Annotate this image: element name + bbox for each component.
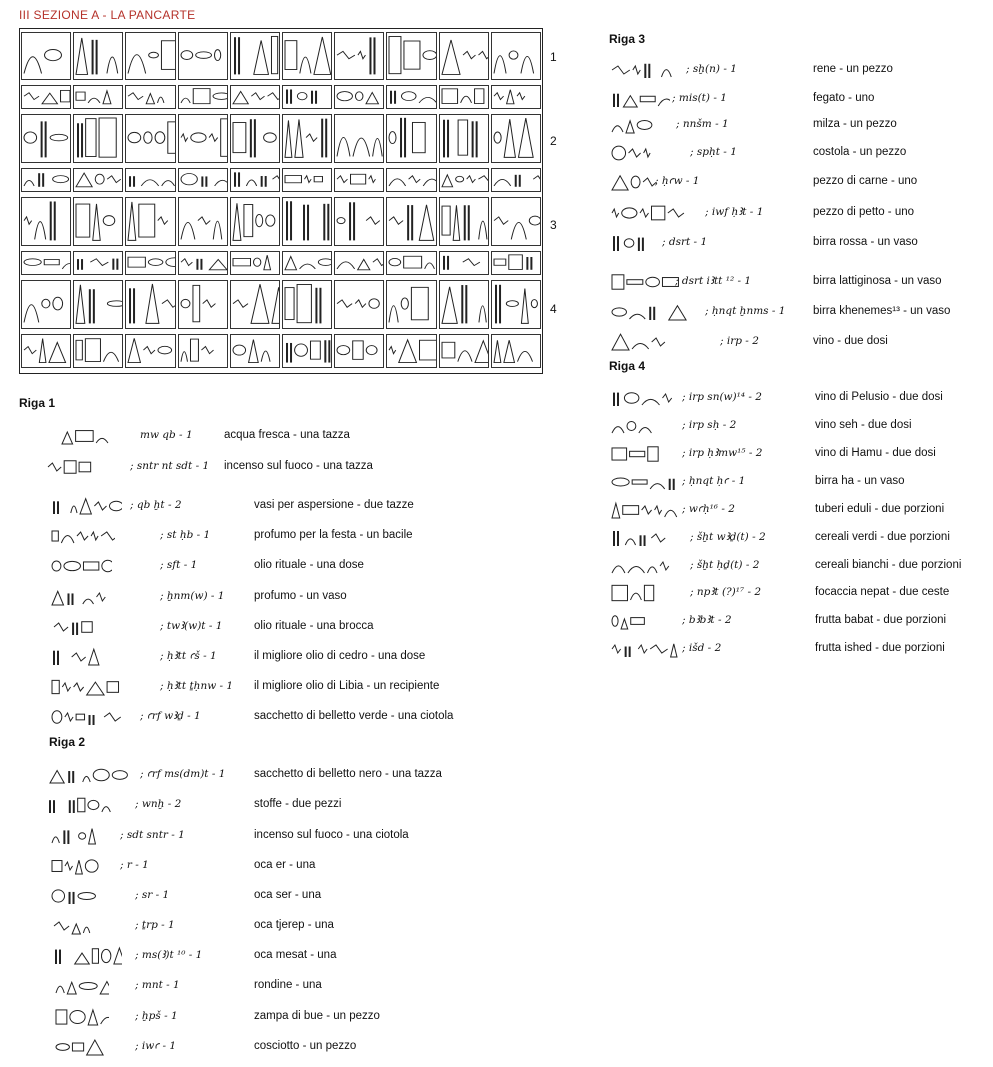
hieroglyph-group-icon [54, 1006, 109, 1028]
hieroglyph-group-icon [50, 586, 116, 608]
pancarte-cell [73, 251, 123, 275]
hieroglyph-group-icon [610, 202, 700, 224]
transliteration: ; qb ḫt - 2 [130, 499, 182, 511]
hieroglyph-group-icon [54, 1036, 109, 1058]
translation: frutta ished - due porzioni [815, 642, 945, 654]
transliteration: ; ṯrp - 1 [135, 919, 175, 931]
pancarte-cell [21, 280, 71, 329]
translation: birra rossa - un vaso [813, 236, 918, 248]
pancarte-cell [334, 334, 384, 368]
pancarte-cell [73, 197, 123, 246]
pancarte-cell [334, 197, 384, 246]
transliteration: ; irp - 2 [720, 335, 759, 347]
translation: oca er - una [254, 859, 316, 871]
transliteration: ; sḫ(n) - 1 [686, 63, 737, 75]
hieroglyph-group-icon [610, 232, 660, 254]
transliteration: ; ḥnqt ḥꜥ - 1 [682, 475, 746, 487]
pancarte-cell [439, 197, 489, 246]
pancarte-cell [73, 32, 123, 80]
pancarte-cell [73, 280, 123, 329]
translation: sacchetto di belletto nero - una tazza [254, 768, 442, 780]
translation: oca ser - una [254, 889, 322, 901]
translation: pezzo di petto - uno [813, 206, 915, 218]
hieroglyph-group-icon [610, 271, 680, 293]
riga-2-title: Riga 2 [49, 735, 86, 749]
pancarte-cell [491, 280, 541, 329]
transliteration: ; irp ḥꜢmw¹⁵ - 2 [682, 447, 763, 459]
transliteration: ; wnḫ - 2 [135, 798, 182, 810]
pancarte-cell [386, 32, 436, 80]
translation: vino - due dosi [813, 335, 888, 347]
translation: cosciotto - un pezzo [254, 1040, 357, 1052]
translation: focaccia nepat - due ceste [815, 586, 950, 598]
pancarte-cell [439, 334, 489, 368]
hieroglyph-group-icon [50, 825, 115, 847]
hieroglyph-group-icon [610, 471, 686, 493]
hieroglyph-group-icon [610, 59, 682, 81]
pancarte-cell [439, 251, 489, 275]
pancarte-cell [125, 251, 175, 275]
pancarte-cell [125, 168, 175, 192]
hieroglyph-group-icon [610, 443, 686, 465]
hieroglyph-group-icon [610, 638, 686, 660]
hieroglyph-group-icon [610, 142, 695, 164]
translation: birra ha - un vaso [815, 475, 905, 487]
translation: vino seh - due dosi [815, 419, 912, 431]
translation: tuberi eduli - due porzioni [815, 503, 945, 515]
pancarte-cell [230, 280, 280, 329]
pancarte-row [20, 250, 542, 276]
transliteration: ; ḫnm(w) - 1 [160, 590, 225, 602]
hieroglyph-group-icon [610, 555, 686, 577]
pancarte-row [20, 113, 542, 164]
translation: rondine - una [254, 979, 322, 991]
transliteration: ; spḥt - 1 [690, 146, 737, 158]
pancarte-cell [178, 251, 228, 275]
translation: cereali verdi - due porzioni [815, 531, 950, 543]
hieroglyph-group-icon [610, 415, 686, 437]
transliteration: ; twꜢ(w)t - 1 [160, 620, 223, 632]
translation: birra lattiginosa - un vaso [813, 275, 942, 287]
pancarte-cell [491, 197, 541, 246]
translation: costola - un pezzo [813, 146, 907, 158]
hieroglyph-group-icon [52, 945, 122, 967]
hieroglyph-group-icon [50, 676, 140, 698]
transliteration: ; ms(Ꜣ)t ¹⁰ - 1 [135, 949, 203, 961]
hieroglyph-group-icon [50, 646, 132, 668]
pancarte-cell [230, 85, 280, 109]
translation: vasi per aspersione - due tazze [254, 499, 414, 511]
pancarte-cell [282, 280, 332, 329]
translation: il migliore olio di cedro - una dose [254, 650, 426, 662]
transliteration: ; iwꜥ - 1 [135, 1040, 177, 1052]
hieroglyph-group-icon [610, 582, 686, 604]
transliteration: ; sr - 1 [135, 889, 170, 901]
pancarte-cell [125, 32, 175, 80]
hieroglyph-group-icon [610, 114, 670, 136]
pancarte-cell [491, 168, 541, 192]
translation: profumo - un vaso [254, 590, 347, 602]
translation: oca mesat - una [254, 949, 337, 961]
pancarte-cell [386, 197, 436, 246]
pancarte-cell [230, 114, 280, 163]
pancarte-cell [21, 32, 71, 80]
hieroglyph-group-icon [50, 855, 105, 877]
pancarte-cell [178, 280, 228, 329]
hieroglyph-group-icon [610, 88, 670, 110]
hieroglyph-group-icon [610, 331, 695, 353]
transliteration: ; ꜥrf ms(dm)t - 1 [140, 768, 226, 780]
pancarte-cell [125, 197, 175, 246]
pancarte-row [20, 84, 542, 110]
transliteration: ; r - 1 [120, 859, 149, 871]
transliteration: ; bꜢbꜢt - 2 [682, 614, 732, 626]
transliteration: ; šḫt wꜢḏ(t) - 2 [690, 531, 766, 543]
riga-1-title: Riga 1 [19, 396, 56, 410]
translation: incenso sul fuoco - una ciotola [254, 829, 409, 841]
pancarte-cell [282, 251, 332, 275]
hieroglyph-group-icon [50, 525, 115, 547]
hieroglyph-group-icon [46, 456, 116, 478]
pancarte-cell [282, 32, 332, 80]
transliteration: ; dsrt iꜢtt ¹² - 1 [675, 275, 752, 287]
pancarte-cell [230, 197, 280, 246]
pancarte-cell [73, 334, 123, 368]
pancarte-row [20, 167, 542, 193]
transliteration: ; irp sn(w)¹⁴ - 2 [682, 391, 762, 403]
translation: oca tjerep - una [254, 919, 334, 931]
hieroglyph-group-icon [54, 975, 109, 997]
translation: vino di Pelusio - due dosi [815, 391, 943, 403]
transliteration: ; šḫt ḥḏ(t) - 2 [690, 559, 760, 571]
translation: zampa di bue - un pezzo [254, 1010, 380, 1022]
transliteration: ; iwf ḥꜢt - 1 [705, 206, 764, 218]
transliteration: ; išd - 2 [682, 642, 722, 654]
transliteration: ; irp sḥ - 2 [682, 419, 737, 431]
pancarte-cell [386, 114, 436, 163]
transliteration: ; ḥꜢtt ṯḥnw - 1 [160, 680, 234, 692]
pancarte-cell [334, 280, 384, 329]
pancarte-cell [386, 334, 436, 368]
pancarte-cell [178, 114, 228, 163]
transliteration: ; ḥꜢtt ꜥš - 1 [160, 650, 217, 662]
translation: il migliore olio di Libia - un recipiente [254, 680, 440, 692]
pancarte-cell [21, 251, 71, 275]
translation: milza - un pezzo [813, 118, 897, 130]
translation: rene - un pezzo [813, 63, 893, 75]
pancarte-cell [21, 197, 71, 246]
transliteration: ; mis(t) - 1 [672, 92, 727, 104]
pancarte-table [19, 28, 543, 374]
hieroglyph-group-icon [50, 555, 112, 577]
pancarte-row [20, 31, 542, 81]
pancarte-cell [386, 280, 436, 329]
pancarte-cell [334, 168, 384, 192]
transliteration: ; sft - 1 [160, 559, 198, 571]
pancarte-cell [282, 85, 332, 109]
pancarte-cell [386, 251, 436, 275]
pancarte-cell [491, 334, 541, 368]
pancarte-cell [125, 280, 175, 329]
pancarte-row-number: 1 [550, 50, 557, 64]
transliteration: ; npꜢt (?)¹⁷ - 2 [690, 586, 762, 598]
pancarte-cell [230, 251, 280, 275]
pancarte-cell [178, 85, 228, 109]
pancarte-cell [230, 168, 280, 192]
pancarte-cell [73, 114, 123, 163]
pancarte-cell [439, 32, 489, 80]
riga-4-title: Riga 4 [609, 359, 646, 373]
hieroglyph-group-icon [52, 616, 127, 638]
transliteration: ; mnt - 1 [135, 979, 180, 991]
pancarte-cell [282, 334, 332, 368]
pancarte-cell [21, 168, 71, 192]
translation: sacchetto di belletto verde - una ciotola [254, 710, 454, 722]
hieroglyph-group-icon [610, 301, 705, 323]
pancarte-cell [439, 85, 489, 109]
pancarte-cell [334, 114, 384, 163]
hieroglyph-group-icon [610, 527, 686, 549]
translation: incenso sul fuoco - una tazza [224, 460, 373, 472]
translation: frutta babat - due porzioni [815, 614, 947, 626]
transliteration: ; nnšm - 1 [676, 118, 729, 130]
riga-3-title: Riga 3 [609, 32, 646, 46]
pancarte-cell [386, 85, 436, 109]
translation: birra khenemes¹³ - un vaso [813, 305, 951, 317]
pancarte-cell [178, 32, 228, 80]
translation: olio rituale - una brocca [254, 620, 374, 632]
transliteration: ; st ḥb - 1 [160, 529, 211, 541]
pancarte-cell [73, 85, 123, 109]
hieroglyph-group-icon [50, 706, 132, 728]
hieroglyph-group-icon [50, 495, 122, 517]
pancarte-cell [491, 251, 541, 275]
pancarte-cell [178, 168, 228, 192]
transliteration: ; wꜥḥ¹⁶ - 2 [682, 503, 735, 515]
pancarte-cell [73, 168, 123, 192]
pancarte-row-number: 4 [550, 302, 557, 316]
hieroglyph-group-icon [46, 794, 131, 816]
transliteration: mw qb - 1 [140, 429, 193, 441]
pancarte-cell [439, 114, 489, 163]
pancarte-cell [334, 32, 384, 80]
pancarte-cell [178, 334, 228, 368]
pancarte-cell [491, 114, 541, 163]
pancarte-cell [125, 85, 175, 109]
pancarte-cell [230, 32, 280, 80]
transliteration: ; ꜥrf wꜢḏ - 1 [140, 710, 201, 722]
hieroglyph-group-icon [610, 387, 686, 409]
translation: acqua fresca - una tazza [224, 429, 350, 441]
pancarte-cell [125, 334, 175, 368]
pancarte-cell [282, 197, 332, 246]
translation: profumo per la festa - un bacile [254, 529, 413, 541]
transliteration: ; dsrt - 1 [662, 236, 708, 248]
pancarte-cell [282, 114, 332, 163]
pancarte-row-number: 2 [550, 134, 557, 148]
pancarte-cell [230, 334, 280, 368]
hieroglyph-group-icon [48, 764, 138, 786]
translation: fegato - uno [813, 92, 875, 104]
hieroglyph-group-icon [50, 885, 120, 907]
pancarte-cell [334, 85, 384, 109]
transliteration: ; ḥꜥw - 1 [655, 175, 700, 187]
section-title: III SEZIONE A - LA PANCARTE [19, 8, 196, 22]
translation: cereali bianchi - due porzioni [815, 559, 962, 571]
pancarte-cell [334, 251, 384, 275]
pancarte-cell [178, 197, 228, 246]
pancarte-row [20, 279, 542, 330]
pancarte-cell [21, 114, 71, 163]
pancarte-row-number: 3 [550, 218, 557, 232]
translation: stoffe - due pezzi [254, 798, 342, 810]
pancarte-cell [491, 32, 541, 80]
transliteration: ; sdt sntr - 1 [120, 829, 185, 841]
transliteration: ; ḫpš - 1 [135, 1010, 178, 1022]
transliteration: ; ḥnqt ḫnms - 1 [705, 305, 786, 317]
translation: vino di Hamu - due dosi [815, 447, 936, 459]
pancarte-cell [386, 168, 436, 192]
pancarte-cell [439, 280, 489, 329]
hieroglyph-group-icon [60, 425, 120, 447]
hieroglyph-group-icon [610, 610, 686, 632]
translation: olio rituale - una dose [254, 559, 364, 571]
pancarte-cell [125, 114, 175, 163]
pancarte-cell [21, 85, 71, 109]
hieroglyph-group-icon [610, 171, 660, 193]
pancarte-row [20, 333, 542, 369]
translation: pezzo di carne - uno [813, 175, 918, 187]
transliteration: ; sntr nt sdt - 1 [130, 460, 210, 472]
pancarte-cell [21, 334, 71, 368]
pancarte-cell [282, 168, 332, 192]
pancarte-row [20, 196, 542, 247]
hieroglyph-group-icon [610, 499, 686, 521]
pancarte-cell [439, 168, 489, 192]
hieroglyph-group-icon [52, 915, 122, 937]
pancarte-cell [491, 85, 541, 109]
